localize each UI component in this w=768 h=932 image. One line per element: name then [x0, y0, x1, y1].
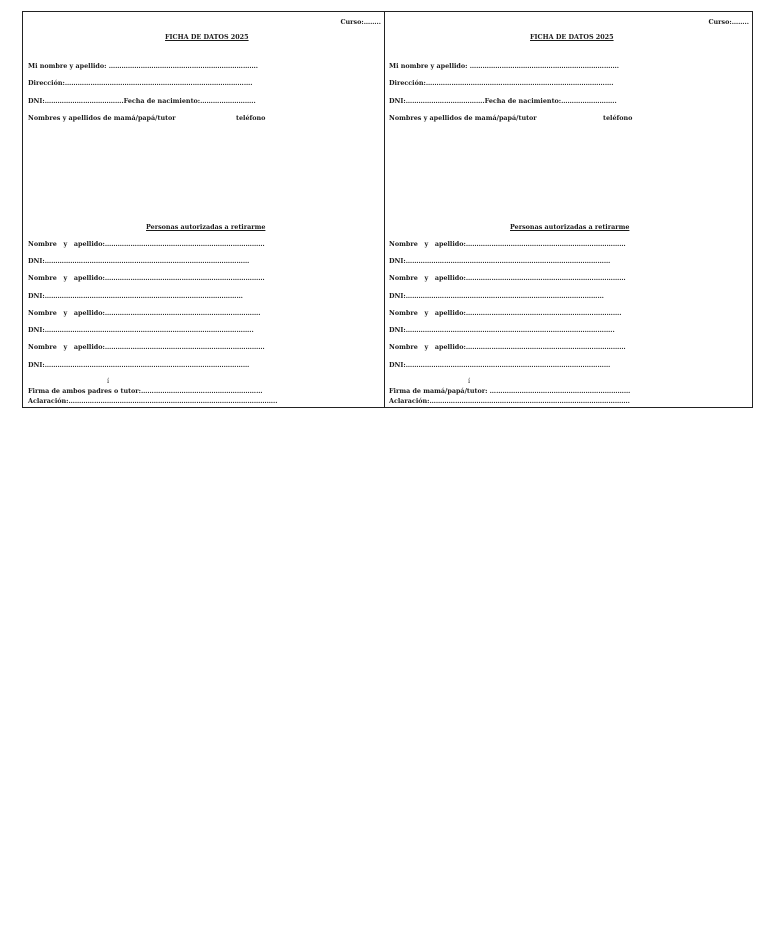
autorizada-nombre-field: Nombre y apellido:…………………………………………………………………	[389, 240, 626, 248]
curso-field: Curso:……..	[708, 18, 749, 26]
document-page	[22, 11, 753, 408]
aclaracion-field: Aclaración:……………………………………………………………………………………..	[28, 397, 278, 405]
direccion-field: Dirección:…………………………………………………………………………….	[28, 79, 253, 87]
firma-field: Firma de ambos padres o tutor:…………………………………………………	[28, 387, 263, 395]
autorizada-dni-field: DNI:……………………………………………………………………………………..	[389, 326, 615, 334]
dni-fecha-field: DNI:……………………………….Fecha de nacimiento:……………………..	[28, 97, 256, 105]
autorizada-dni-field: DNI:……………………………………………………………………………………	[389, 361, 611, 369]
firma-field: Firma de mamá/papá/tutor: …………………………………………………………	[389, 387, 631, 395]
ficha-form-left	[23, 12, 385, 407]
autorizada-nombre-field: Nombre y apellido:…………………………………………………………………	[28, 240, 265, 248]
stray-mark: í	[107, 377, 110, 385]
stray-mark: í	[468, 377, 471, 385]
nombre-field: Mi nombre y apellido: …………………………………………………………….	[28, 62, 258, 70]
autorizada-nombre-field: Nombre y apellido:…………………………………………………………………	[28, 343, 265, 351]
autorizada-dni-field: DNI:…………………………………………………………………………………	[28, 292, 243, 300]
autorizada-nombre-field: Nombre y apellido:…………………………………………………………………	[389, 343, 626, 351]
ficha-form-right	[385, 12, 752, 407]
autorizada-dni-field: DNI:……………………………………………………………………………………	[389, 257, 611, 265]
dni-fecha-field: DNI:……………………………….Fecha de nacimiento:……………………..	[389, 97, 617, 105]
autorizada-nombre-field: Nombre y apellido:…………………………………………………………………	[389, 274, 626, 282]
autorizada-nombre-field: Nombre y apellido:……………………………………………………………….	[389, 309, 622, 317]
telefono-label: teléfono	[236, 114, 266, 122]
nombre-field: Mi nombre y apellido: …………………………………………………………….	[389, 62, 619, 70]
autorizada-dni-field: DNI:…………………………………………………………………………………	[389, 292, 604, 300]
autorizada-dni-field: DNI:……………………………………………………………………………………	[28, 257, 250, 265]
telefono-label: teléfono	[603, 114, 633, 122]
autorizadas-title: Personas autorizadas a retirarme	[146, 223, 266, 231]
autorizada-dni-field: DNI:……………………………………………………………………………………	[28, 361, 250, 369]
aclaracion-field: Aclaración:………………………………………………………………………………….	[389, 397, 630, 405]
direccion-field: Dirección:…………………………………………………………………………….	[389, 79, 614, 87]
curso-field: Curso:……..	[340, 18, 381, 26]
padres-label: Nombres y apellidos de mamá/papá/tutor	[28, 114, 176, 122]
autorizadas-title: Personas autorizadas a retirarme	[510, 223, 630, 231]
form-title: FICHA DE DATOS 2025	[165, 33, 249, 41]
autorizada-dni-field: DNI:……………………………………………………………………………………..	[28, 326, 254, 334]
autorizada-nombre-field: Nombre y apellido:…………………………………………………………………	[28, 274, 265, 282]
autorizada-nombre-field: Nombre y apellido:……………………………………………………………….	[28, 309, 261, 317]
padres-label: Nombres y apellidos de mamá/papá/tutor	[389, 114, 537, 122]
form-title: FICHA DE DATOS 2025	[530, 33, 614, 41]
